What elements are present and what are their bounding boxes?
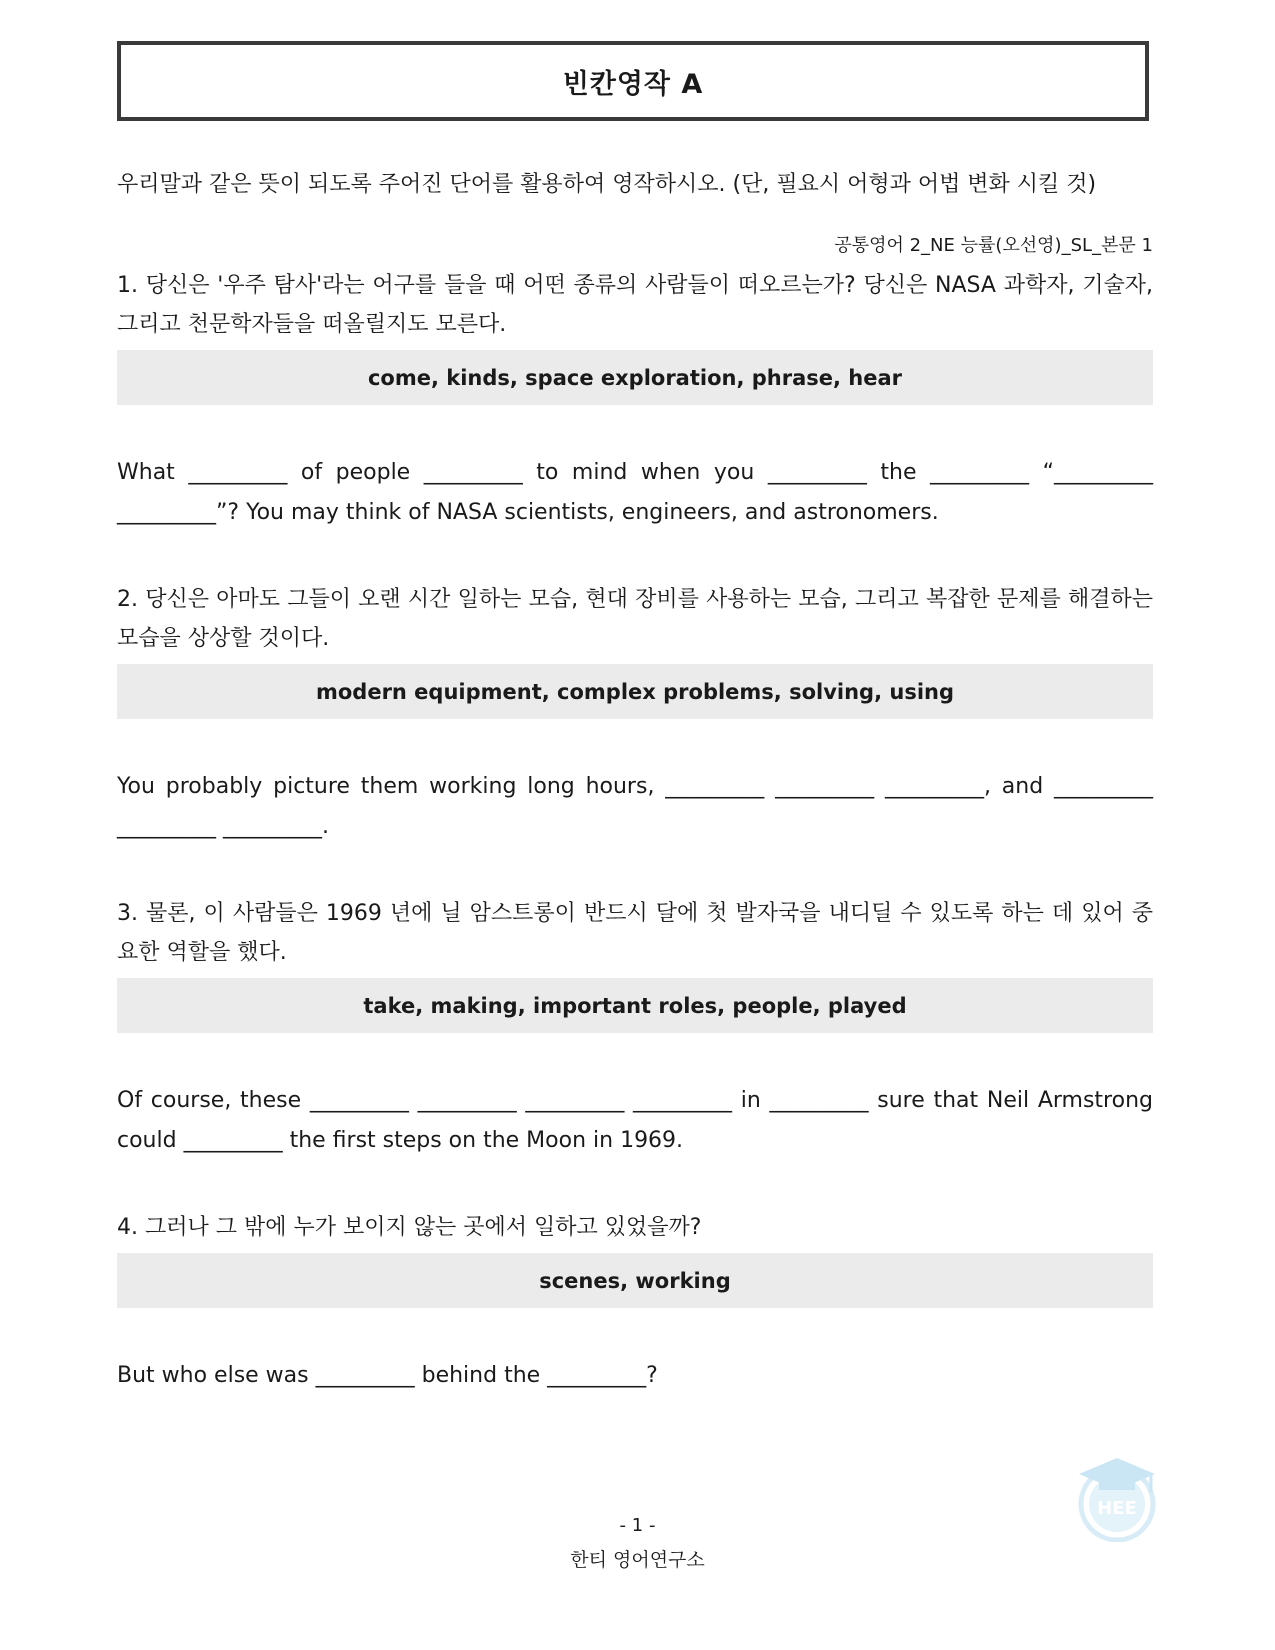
- graduation-cap-icon: [1079, 1458, 1155, 1492]
- question-english: You probably picture them working long hours, _________ _________ _________, and _________ _________ _________.: [117, 774, 1153, 839]
- logo-text: HEE: [1097, 1498, 1137, 1519]
- page-number: - 1 -: [619, 1515, 656, 1536]
- question-4: [117, 1208, 1153, 1396]
- question-2: [117, 580, 1153, 847]
- keyword-box: scenes, working: [117, 1253, 1153, 1308]
- question-korean: 3. 물론, 이 사람들은 1969 년에 닐 암스트롱이 반드시 달에 첫 발자국을 내디딜 수 있도록 하는 데 있어 중요한 역할을 했다.: [117, 901, 1153, 965]
- question-english: But who else was _________ behind the _________?: [117, 1363, 658, 1388]
- keyword-box: modern equipment, complex problems, solving, using: [117, 664, 1153, 719]
- question-3: [117, 894, 1153, 1161]
- question-korean: 1. 당신은 '우주 탐사'라는 어구를 들을 때 어떤 종류의 사람들이 떠오르는가? 당신은 NASA 과학자, 기술자, 그리고 천문학자들을 떠올릴지도 모른다.: [117, 273, 1153, 337]
- instruction-text: 우리말과 같은 뜻이 되도록 주어진 단어를 활용하여 영작하시오. (단, 필요시 어형과 어법 변화 시킬 것): [117, 172, 1097, 197]
- question-english: Of course, these _________ _________ _________ _________ in _________ sure that Neil Armstrong could _________ the first steps on the Moon in 1969.: [117, 1088, 1153, 1153]
- question-1: [117, 266, 1153, 533]
- question-english: What _________ of people _________ to mind when you _________ the _________ “_________ _________”? You may think of NASA scientists, engineers, and astronomers.: [117, 460, 1153, 525]
- question-korean: 4. 그러나 그 밖에 누가 보이지 않는 곳에서 일하고 있었을까?: [117, 1215, 702, 1240]
- source-label: 공통영어 2_NE 능률(오선영)_SL_본문 1: [834, 235, 1153, 256]
- page-title: 빈칸영작 A: [562, 68, 704, 100]
- title-box: [117, 41, 1149, 121]
- keyword-box: take, making, important roles, people, played: [117, 978, 1153, 1033]
- keyword-box: come, kinds, space exploration, phrase, hear: [117, 350, 1153, 405]
- footer-organization: 한티 영어연구소: [570, 1549, 705, 1571]
- question-korean: 2. 당신은 아마도 그들이 오랜 시간 일하는 모습, 현대 장비를 사용하는 모습, 그리고 복잡한 문제를 해결하는 모습을 상상할 것이다.: [117, 587, 1153, 651]
